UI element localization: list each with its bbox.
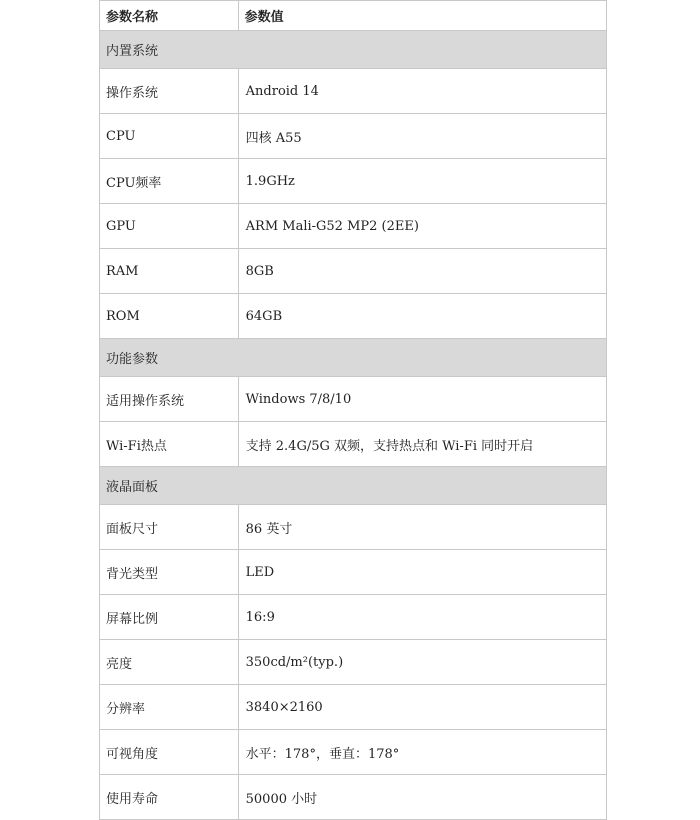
param-name: CPU (100, 114, 239, 159)
param-name: 屏幕比例 (100, 595, 239, 640)
header-param-value: 参数值 (238, 1, 606, 31)
table-row (100, 69, 607, 114)
param-value: 50000 小时 (238, 775, 606, 820)
spec-table (99, 0, 607, 820)
table-row (100, 685, 607, 730)
param-name: CPU频率 (100, 159, 239, 204)
param-name: Wi-Fi热点 (100, 422, 239, 467)
param-value: Windows 7/8/10 (238, 377, 606, 422)
header-param-name: 参数名称 (100, 1, 239, 31)
section-row-builtin-system (100, 31, 607, 69)
param-name: 分辨率 (100, 685, 239, 730)
table-row (100, 730, 607, 775)
param-value: 16:9 (238, 595, 606, 640)
section-row-function-params (100, 339, 607, 377)
table-row (100, 294, 607, 339)
section-title: 液晶面板 (100, 467, 607, 505)
param-value: 64GB (238, 294, 606, 339)
table-row (100, 505, 607, 550)
table-row (100, 595, 607, 640)
table-row (100, 114, 607, 159)
param-value: 3840×2160 (238, 685, 606, 730)
param-name: 操作系统 (100, 69, 239, 114)
param-value: 支持 2.4G/5G 双频，支持热点和 Wi-Fi 同时开启 (238, 422, 606, 467)
param-value: 86 英寸 (238, 505, 606, 550)
table-row (100, 204, 607, 249)
param-value: LED (238, 550, 606, 595)
section-row-lcd-panel (100, 467, 607, 505)
param-name: 亮度 (100, 640, 239, 685)
section-title: 内置系统 (100, 31, 607, 69)
param-name: 背光类型 (100, 550, 239, 595)
table-row (100, 249, 607, 294)
param-name: ROM (100, 294, 239, 339)
table-row (100, 159, 607, 204)
param-name: RAM (100, 249, 239, 294)
table-row (100, 422, 607, 467)
param-name: GPU (100, 204, 239, 249)
section-title: 功能参数 (100, 339, 607, 377)
param-name: 面板尺寸 (100, 505, 239, 550)
table-row (100, 775, 607, 820)
param-value: 水平：178°，垂直：178° (238, 730, 606, 775)
param-value: ARM Mali-G52 MP2 (2EE) (238, 204, 606, 249)
table-row (100, 640, 607, 685)
table-row (100, 550, 607, 595)
param-value: 1.9GHz (238, 159, 606, 204)
param-name: 适用操作系统 (100, 377, 239, 422)
param-name: 使用寿命 (100, 775, 239, 820)
table-header-row (100, 1, 607, 31)
table-row (100, 377, 607, 422)
param-name: 可视角度 (100, 730, 239, 775)
param-value: 350cd/m²(typ.) (238, 640, 606, 685)
param-value: Android 14 (238, 69, 606, 114)
param-value: 四核 A55 (238, 114, 606, 159)
param-value: 8GB (238, 249, 606, 294)
